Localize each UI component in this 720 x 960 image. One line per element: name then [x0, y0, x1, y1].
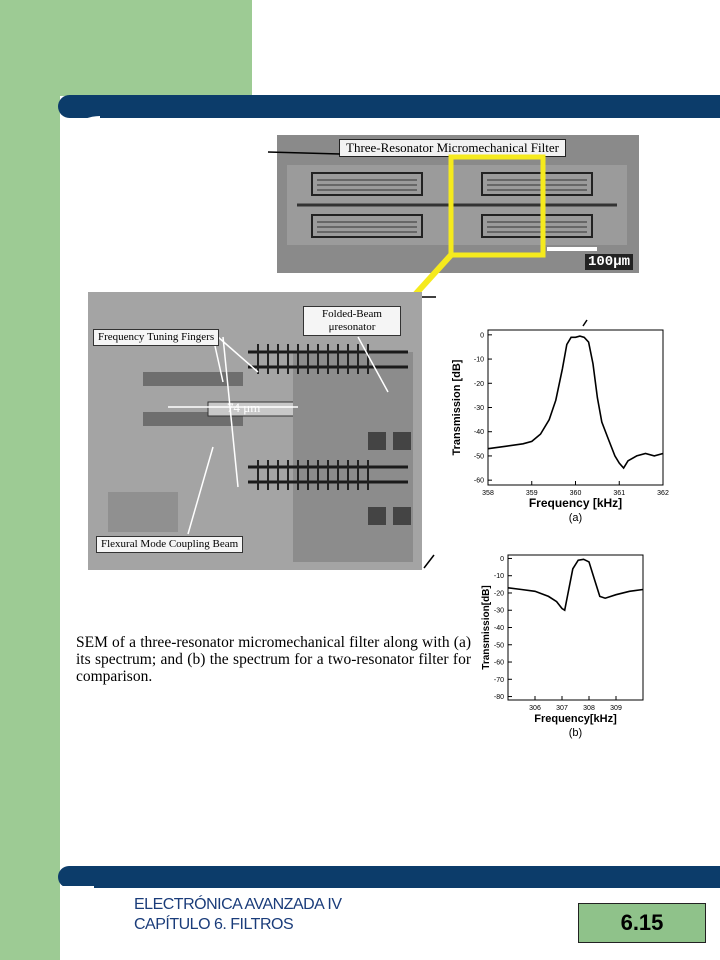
y-tick-label: -60 [473, 477, 484, 485]
x-tick-label: 306 [529, 705, 541, 712]
scale-bar-label: 100μm [585, 254, 633, 270]
y-tick-label: -50 [493, 642, 504, 650]
label-folded-beam: Folded-Beam μresonator [303, 306, 401, 336]
y-axis-label: Transmission [dB] [451, 359, 463, 456]
x-tick-label: 307 [556, 705, 568, 712]
chart-a [440, 320, 680, 530]
footer-course: ELECTRÓNICA AVANZADA IV [134, 896, 342, 913]
label-dimension: 74 μm [227, 400, 261, 415]
x-tick-label: 361 [613, 490, 626, 497]
x-tick-label: 359 [525, 490, 538, 497]
label-tuning-fingers: Frequency Tuning Fingers [93, 329, 219, 346]
x-tick-label: 358 [482, 490, 494, 497]
plot-frame [488, 330, 663, 485]
y-tick-label: 0 [480, 332, 484, 340]
y-tick-label: 0 [500, 555, 504, 563]
y-tick-label: -10 [493, 573, 504, 581]
footer-text [134, 895, 342, 935]
y-tick-label: -50 [473, 453, 484, 461]
x-axis-label: Frequency[kHz] [534, 713, 617, 725]
x-tick-label: 360 [569, 490, 582, 497]
y-tick-label: -40 [473, 429, 484, 437]
label-coupling-beam: Flexural Mode Coupling Beam [96, 536, 243, 553]
plot-frame [508, 555, 643, 700]
bottom-bar-curve [60, 886, 94, 896]
y-tick-label: -40 [493, 625, 504, 632]
figure-caption: SEM of a three-resonator micromechanical filter along with (a) its spectrum; and (b) the spectrum for a two-resonator filter for comparison. [76, 634, 471, 685]
footer-chapter: CAPÍTULO 6. FILTROS [134, 916, 294, 933]
chart-b [478, 545, 658, 755]
y-tick-label: -20 [493, 590, 504, 598]
y-tick-label: -10 [473, 356, 484, 364]
page-number: 6.15 [578, 903, 706, 943]
x-tick-label: 309 [610, 705, 622, 712]
x-axis-label: Frequency [kHz] [528, 496, 623, 510]
detail-corner-tick [424, 555, 434, 568]
top-bar-curve [60, 116, 100, 176]
y-tick-label: -30 [473, 405, 484, 412]
chart-title: (b) [568, 727, 583, 739]
top-green-block [60, 0, 252, 96]
y-axis-label: Transmission[dB] [481, 585, 492, 670]
y-tick-label: -60 [493, 659, 504, 667]
x-tick-label: 362 [657, 490, 669, 497]
sem-detail-image [88, 292, 422, 570]
sem-overview-image [277, 135, 639, 273]
left-green-band [0, 0, 60, 960]
bottom-navy-bar [58, 866, 720, 888]
y-tick-label: -70 [493, 676, 504, 684]
x-tick-label: 308 [583, 705, 595, 712]
y-tick-label: -80 [493, 694, 504, 702]
y-tick-label: -30 [493, 607, 504, 615]
sem-overview-title: Three-Resonator Micromechanical Filter [339, 139, 566, 157]
top-navy-bar [58, 95, 720, 118]
y-tick-label: -20 [473, 380, 484, 388]
chart-title: (a) [568, 512, 583, 524]
